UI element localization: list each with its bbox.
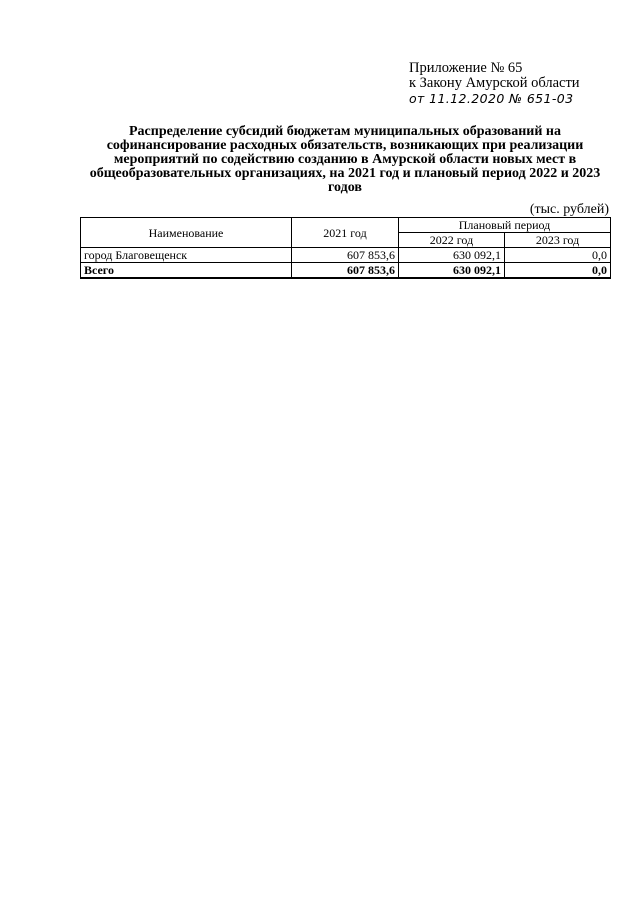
table-row xyxy=(81,248,611,263)
total-value-2022: 630 092,1 xyxy=(399,263,505,279)
total-value-2021: 607 853,6 xyxy=(292,263,399,279)
header-2023: 2023 год xyxy=(505,233,611,248)
row-value-2023: 0,0 xyxy=(505,248,611,263)
header-2022: 2022 год xyxy=(399,233,505,248)
units-label: (тыс. рублей) xyxy=(529,202,609,217)
table-total-row xyxy=(81,263,611,279)
header-planned-period: Плановый период xyxy=(399,218,611,233)
table-header-row xyxy=(81,218,611,233)
annex-law-reference: к Закону Амурской области xyxy=(409,75,580,91)
row-municipality-name: город Благовещенск xyxy=(81,248,292,263)
total-value-2023: 0,0 xyxy=(505,263,611,279)
row-value-2022: 630 092,1 xyxy=(399,248,505,263)
document-title: Распределение субсидий бюджетам муниципальных образований на софинансирование расходных обязательств, возникающих при реализации мероприятий по содействию созданию в Амурской области новых мест в общеобразовательных организациях, на 2021 год и плановый период 2022 и 2023 годов xyxy=(89,124,601,195)
total-label: Всего xyxy=(81,263,292,279)
header-name: Наименование xyxy=(81,218,292,248)
annex-number: Приложение № 65 xyxy=(409,60,523,76)
subsidy-table xyxy=(80,217,611,279)
annex-law-date-number: от 11.12.2020 № 651-03 xyxy=(409,91,574,106)
header-2021: 2021 год xyxy=(292,218,399,248)
annex-note xyxy=(409,61,580,106)
row-value-2021: 607 853,6 xyxy=(292,248,399,263)
